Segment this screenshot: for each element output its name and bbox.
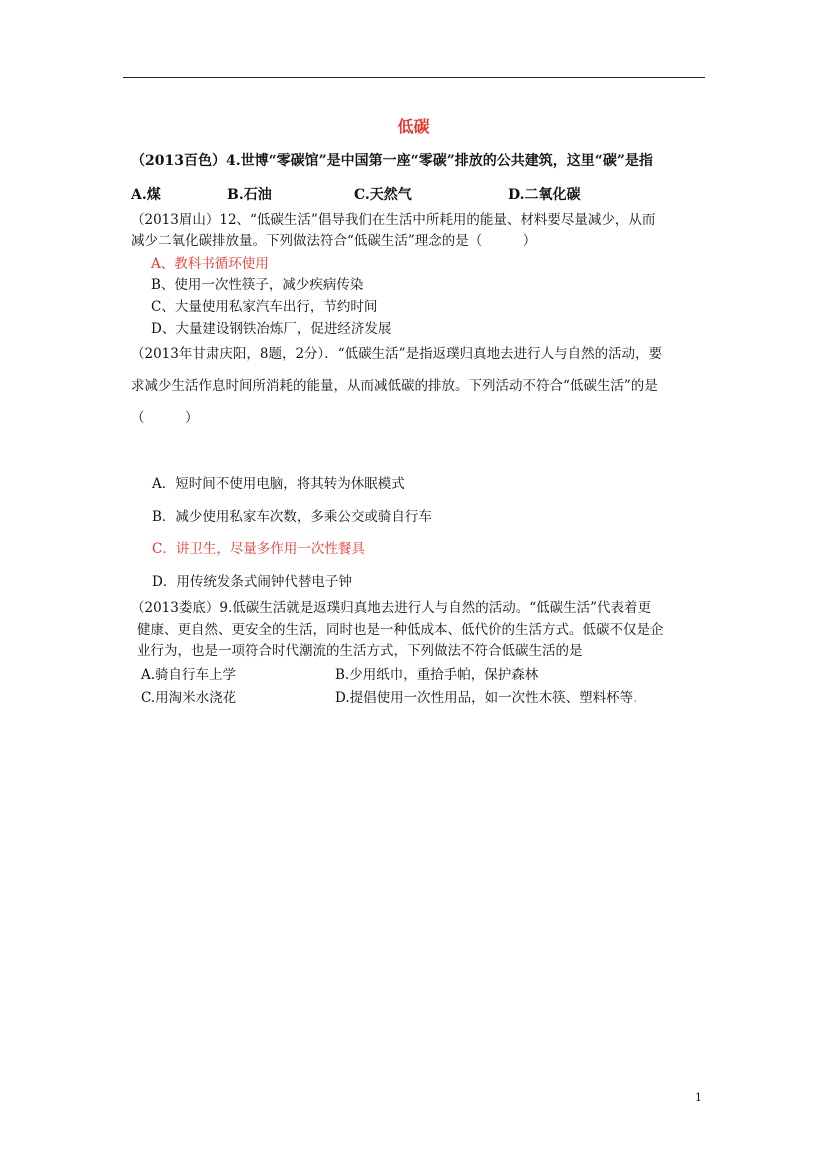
q2-option-b: B、使用一次性筷子，减少疾病传染	[151, 277, 364, 293]
q3-stem-line3: （ ）	[131, 410, 199, 426]
q4-stem-line1: （2013娄底）9.低碳生活就是返璞归真地去进行人与自然的活动。“低碳生活”代表着更	[131, 600, 652, 616]
q4-option-a: A.骑自行车上学	[141, 667, 237, 683]
q1-option-d: D.二氧化碳	[508, 187, 581, 203]
q2-option-d: D、大量建设钢铁冶炼厂，促进经济发展	[151, 321, 392, 337]
q4-option-d-text: D.提倡使用一次性用品，如一次性木筷、塑料杯等	[335, 690, 634, 706]
q4-option-b: B.少用纸巾，重拾手帕，保护森林	[335, 667, 539, 683]
q3-option-d: D．用传统发条式闹钟代替电子钟	[152, 574, 352, 590]
q3-stem-line2: 求减少生活作息时间所消耗的能量，从而减低碳的排放。下列活动不符合“低碳生活”的是	[131, 378, 658, 394]
q3-option-a: A．短时间不使用电脑，将其转为休眠模式	[152, 476, 405, 492]
q3-stem-line1: （2013年甘肃庆阳，8题，2分）．“低碳生活”是指返璞归真地去进行人与自然的活动，要	[131, 346, 663, 362]
q2-option-a: A、教科书循环使用	[151, 256, 269, 272]
header-rule	[123, 77, 705, 78]
q4-stem-line3: 业行为，也是一项符合时代潮流的生活方式，下列做法不符合低碳生活的是	[137, 643, 583, 659]
q2-option-c: C、大量使用私家汽车出行，节约时间	[151, 299, 378, 315]
q1-option-a: A.煤	[131, 187, 161, 203]
q1-option-b: B.石油	[227, 187, 272, 203]
q1-stem: （2013百色）4.世博“零碳馆”是中国第一座“零碳”排放的公共建筑，这里“碳”是指	[131, 153, 653, 169]
q2-stem-line1: （2013眉山）12、“低碳生活”倡导我们在生活中所耗用的能量、材料要尽量减少，从而	[131, 212, 656, 228]
q2-stem-line2: 减少二氧化碳排放量。下列做法符合“低碳生活”理念的是（ ）	[131, 233, 537, 249]
q4-option-d	[335, 689, 637, 707]
page-title: 低碳	[397, 117, 430, 136]
q1-option-c: C.天然气	[354, 187, 412, 203]
q3-option-b: B．减少使用私家车次数，多乘公交或骑自行车	[152, 509, 432, 525]
page-number: 1	[695, 1091, 702, 1104]
q4-trailing-dot: .	[633, 690, 638, 706]
q4-stem-line2: 健康、更自然、更安全的生活，同时也是一种低成本、低代价的生活方式。低碳不仅是企	[137, 622, 664, 638]
q3-option-c: C．讲卫生，尽量多作用一次性餐具	[152, 541, 365, 557]
q4-option-c: C.用淘米水浇花	[141, 690, 237, 706]
